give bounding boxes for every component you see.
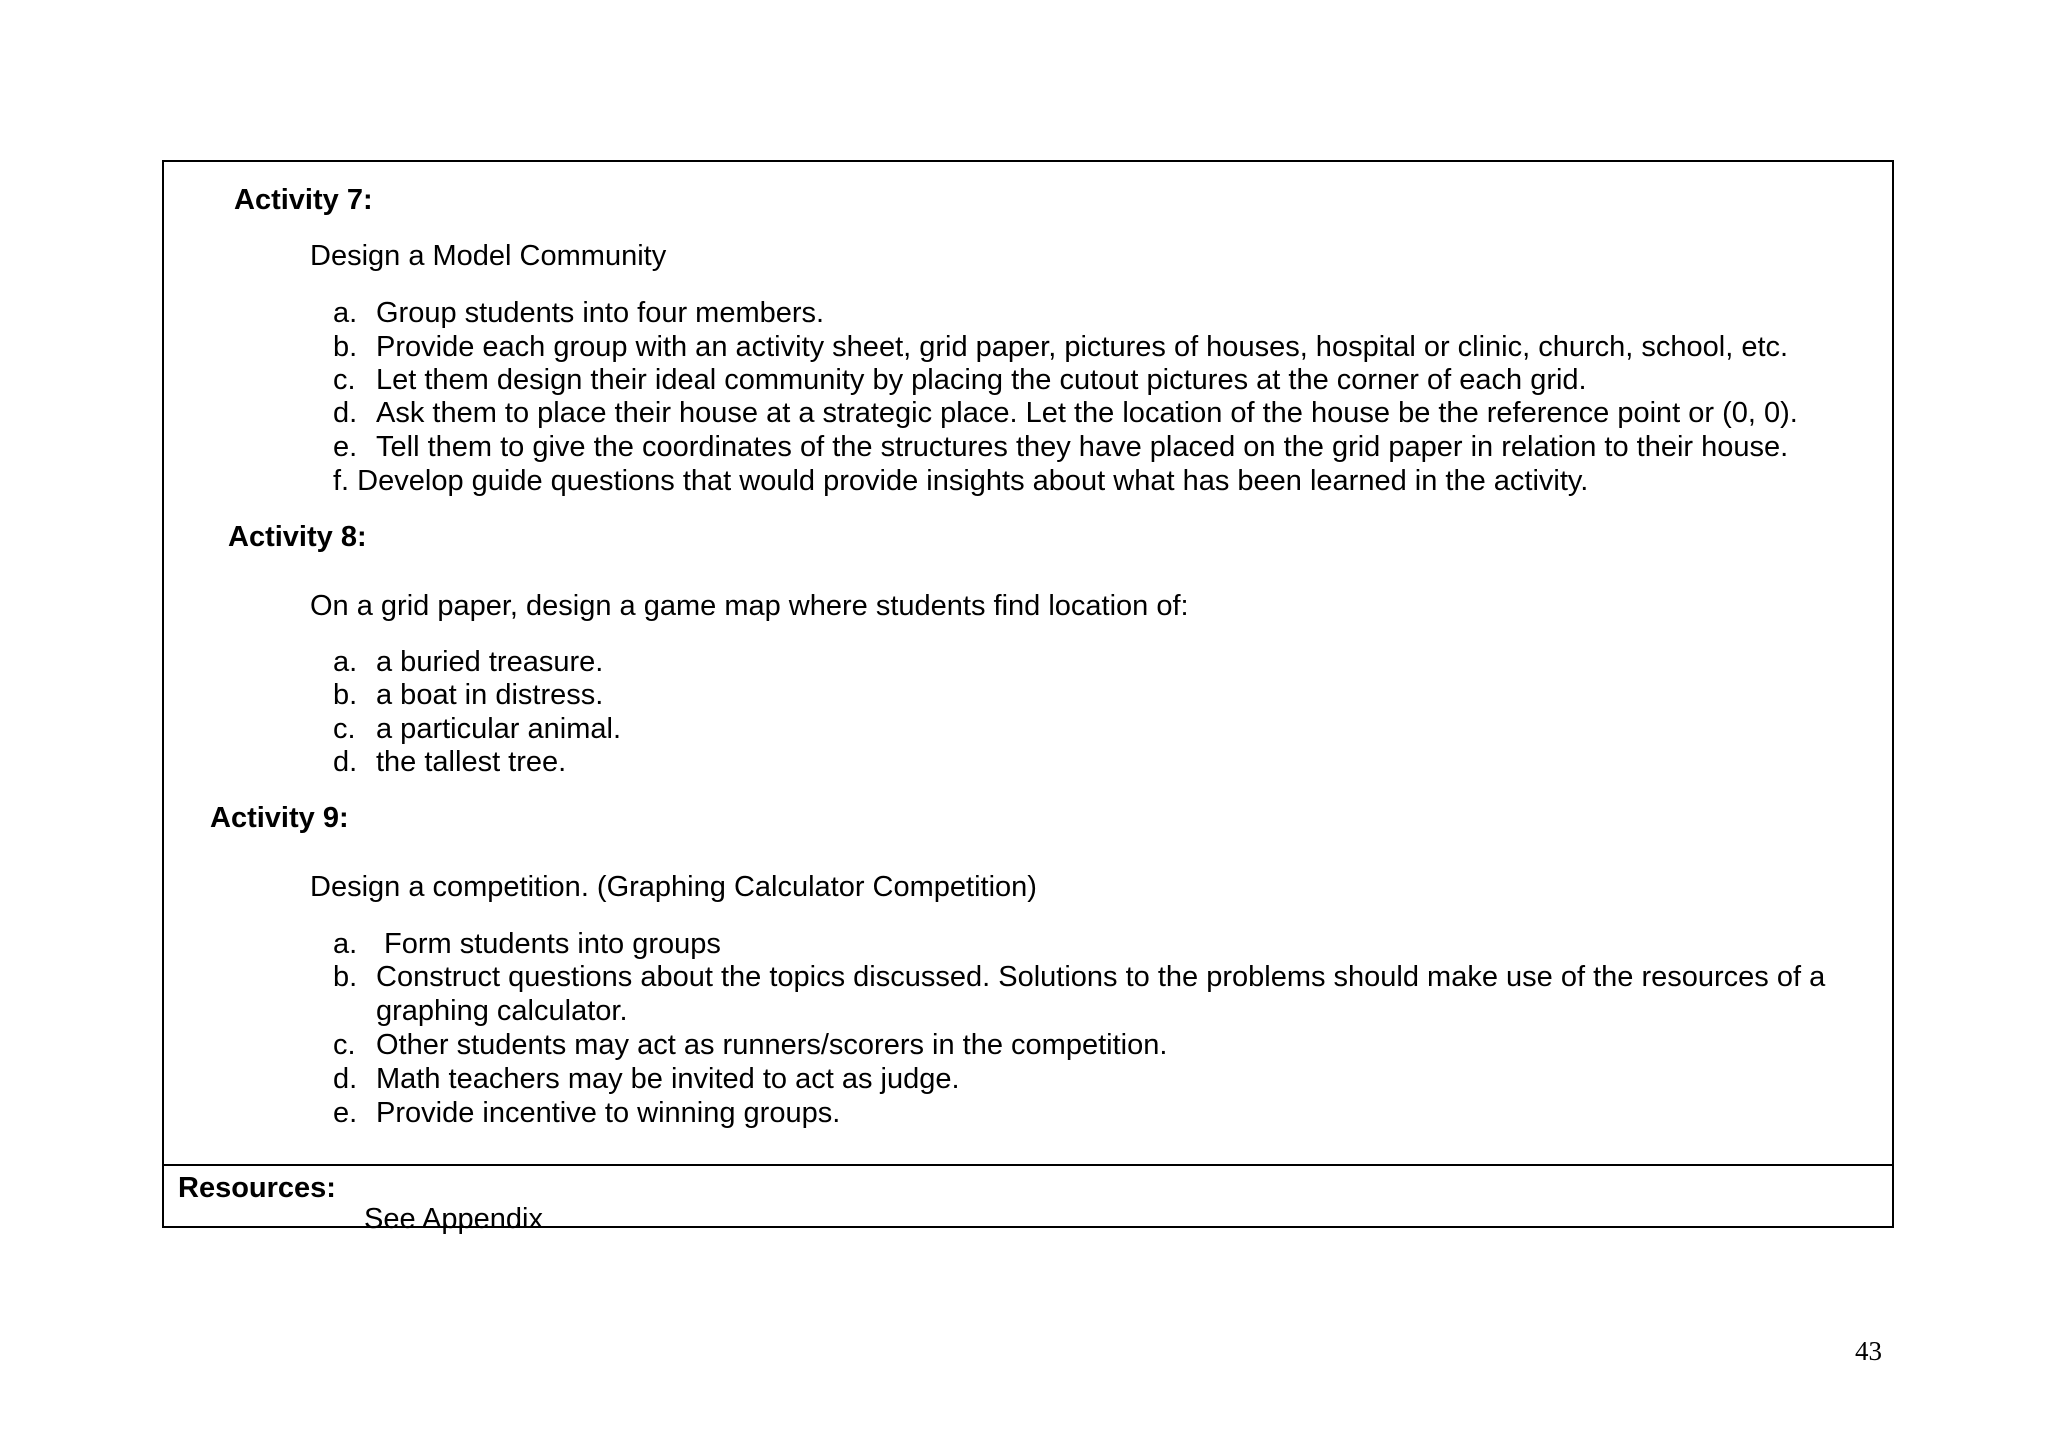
list-item-text: Ask them to place their house at a strategic place. Let the location of the house be the reference point or (0, 0). bbox=[376, 397, 1798, 429]
list-item-text: Form students into groups bbox=[384, 928, 721, 960]
activity-8-heading: Activity 8: bbox=[228, 521, 367, 553]
list-item-letter: d. bbox=[333, 746, 358, 778]
list-item-letter: e. bbox=[333, 431, 358, 463]
page-number: 43 bbox=[1855, 1336, 1882, 1366]
list-item-text: Tell them to give the coordinates of the structures they have placed on the grid paper in relation to their house. bbox=[376, 431, 1789, 463]
list-item-text-continued: graphing calculator. bbox=[376, 995, 628, 1027]
list-item-letter: b. bbox=[333, 679, 358, 711]
document-box bbox=[162, 160, 1894, 1235]
list-item-text: Group students into four members. bbox=[376, 297, 825, 329]
list-item-text: a boat in distress. bbox=[376, 679, 604, 711]
list-item-text: the tallest tree. bbox=[376, 746, 567, 778]
activity-9-heading: Activity 9: bbox=[210, 802, 349, 834]
list-item-letter: a. bbox=[333, 928, 358, 960]
list-item-text: a buried treasure. bbox=[376, 646, 604, 678]
activity-7-heading: Activity 7: bbox=[234, 184, 373, 216]
list-item-letter: d. bbox=[333, 397, 358, 429]
activity-8-subtitle: On a grid paper, design a game map where students find location of: bbox=[310, 590, 1189, 622]
list-item-letter: b. bbox=[333, 331, 358, 363]
list-item-letter: a. bbox=[333, 297, 358, 329]
list-item-text: Provide incentive to winning groups. bbox=[376, 1097, 841, 1129]
list-item-text: Math teachers may be invited to act as judge. bbox=[376, 1063, 960, 1095]
list-item-letter: c. bbox=[333, 1029, 356, 1061]
list-item-letter: d. bbox=[333, 1063, 358, 1095]
list-item-text: Provide each group with an activity sheet, grid paper, pictures of houses, hospital or clinic, church, school, etc. bbox=[376, 331, 1789, 363]
activity-7-subtitle: Design a Model Community bbox=[310, 240, 667, 272]
resources-text: See Appendix bbox=[364, 1203, 543, 1235]
list-item-letter: c. bbox=[333, 713, 356, 745]
activity-9-subtitle: Design a competition. (Graphing Calculator Competition) bbox=[310, 871, 1037, 903]
list-item-text: Construct questions about the topics discussed. Solutions to the problems should make use of the resources of a bbox=[376, 961, 1826, 993]
list-item: f. Develop guide questions that would provide insights about what has been learned in the activity. bbox=[333, 465, 1589, 497]
list-item-text: Other students may act as runners/scorers in the competition. bbox=[376, 1029, 1168, 1061]
resources-section bbox=[164, 1164, 1892, 1235]
list-item-text: Let them design their ideal community by placing the cutout pictures at the corner of each grid. bbox=[376, 364, 1587, 396]
list-item-letter: b. bbox=[333, 961, 358, 993]
list-item-letter: a. bbox=[333, 646, 358, 678]
list-item-letter: c. bbox=[333, 364, 356, 396]
resources-heading: Resources: bbox=[178, 1172, 336, 1204]
list-item-text: a particular animal. bbox=[376, 713, 621, 745]
activities-section bbox=[164, 162, 1892, 1166]
list-item-letter: e. bbox=[333, 1097, 358, 1129]
